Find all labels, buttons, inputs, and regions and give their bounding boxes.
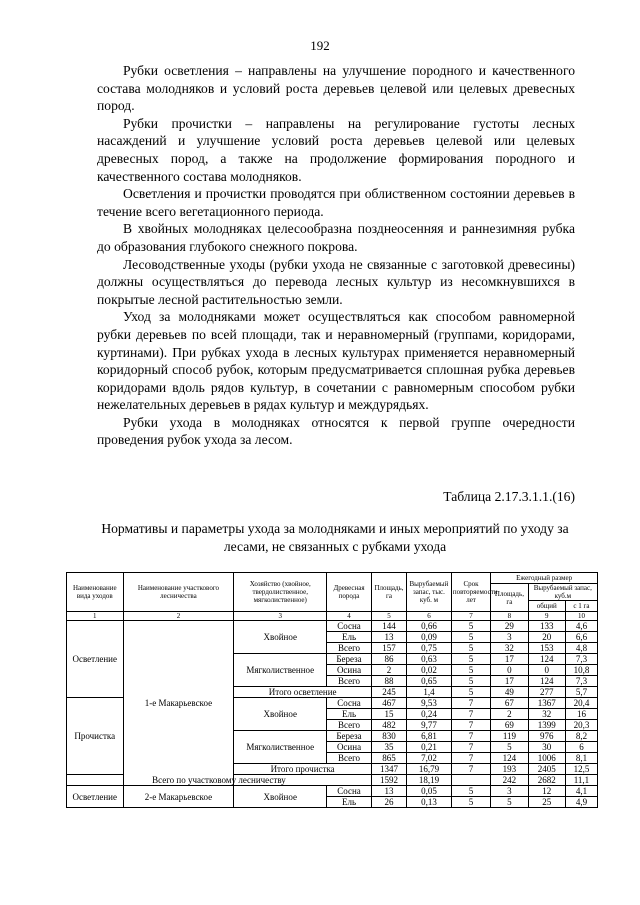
economy-cell: Хвойное <box>234 621 327 654</box>
annual-stock-per-ha-cell: 12,5 <box>565 764 597 775</box>
annual-stock-total-cell: 133 <box>528 621 565 632</box>
species-cell: Всего <box>327 643 372 654</box>
stock-cell: 0,05 <box>407 786 452 797</box>
period-cell: 7 <box>451 698 490 709</box>
species-cell: Ель <box>327 797 372 808</box>
area-cell: 26 <box>371 797 406 808</box>
period-cell: 5 <box>451 786 490 797</box>
stock-cell: 16,79 <box>407 764 452 775</box>
annual-stock-per-ha-cell: 20,3 <box>565 720 597 731</box>
area-cell: 830 <box>371 731 406 742</box>
header-area: Площадь, га <box>371 573 406 612</box>
annual-area-cell: 5 <box>491 742 528 753</box>
annual-stock-total-cell: 2682 <box>528 775 565 786</box>
header-annual-size: Ежегодный размер <box>491 573 598 584</box>
area-cell: 482 <box>371 720 406 731</box>
annual-stock-per-ha-cell: 4,9 <box>565 797 597 808</box>
annual-stock-per-ha-cell: 4,8 <box>565 643 597 654</box>
annual-area-cell: 32 <box>491 643 528 654</box>
col-num: 6 <box>407 612 452 621</box>
paragraph-4: В хвойных молодняках целесообразна позднеосенняя и раннезимняя рубка до образования глубокого снежного покрова. <box>97 221 575 254</box>
stock-cell: 0,13 <box>407 797 452 808</box>
page-number: 192 <box>310 38 330 53</box>
header-species: Древесная порода <box>327 573 372 612</box>
area-cell: 865 <box>371 753 406 764</box>
economy-cell: Мягколиственное <box>234 731 327 764</box>
annual-area-cell: 242 <box>491 775 528 786</box>
annual-stock-total-cell: 277 <box>528 687 565 698</box>
species-cell: Береза <box>327 654 372 665</box>
col-num: 3 <box>234 612 327 621</box>
species-cell: Сосна <box>327 621 372 632</box>
annual-stock-total-cell: 153 <box>528 643 565 654</box>
annual-stock-per-ha-cell: 11,1 <box>565 775 597 786</box>
annual-stock-total-cell: 32 <box>528 709 565 720</box>
col-num: 9 <box>528 612 565 621</box>
period-cell: 5 <box>451 643 490 654</box>
table-title: Нормативы и параметры ухода за молодняками и иных мероприятий по уходу за лесами, не связанных с рубками ухода <box>101 521 569 554</box>
area-cell: 157 <box>371 643 406 654</box>
area-cell: 245 <box>371 687 406 698</box>
annual-stock-per-ha-cell: 7,3 <box>565 654 597 665</box>
col-num: 8 <box>491 612 528 621</box>
period-cell: 5 <box>451 676 490 687</box>
annual-stock-total-cell: 1399 <box>528 720 565 731</box>
stock-cell: 18,19 <box>407 775 452 786</box>
species-cell: Ель <box>327 632 372 643</box>
period-cell: 7 <box>451 709 490 720</box>
col-num: 1 <box>67 612 124 621</box>
species-cell: Всего <box>327 720 372 731</box>
annual-stock-total-cell: 0 <box>528 665 565 676</box>
stock-cell: 1,4 <box>407 687 452 698</box>
col-num: 4 <box>327 612 372 621</box>
period-cell <box>451 775 490 786</box>
stock-cell: 7,02 <box>407 753 452 764</box>
paragraph-7: Рубки ухода в молодняках относятся к первой группе очередности проведения рубок ухода за лесом. <box>97 414 575 448</box>
header-repeat-period: Срок повторяемости лет <box>451 573 490 612</box>
annual-stock-total-cell: 124 <box>528 654 565 665</box>
period-cell: 7 <box>451 764 490 775</box>
area-cell: 35 <box>371 742 406 753</box>
area-cell: 1592 <box>371 775 406 786</box>
annual-area-cell: 5 <box>491 797 528 808</box>
annual-area-cell: 193 <box>491 764 528 775</box>
annual-stock-per-ha-cell: 16 <box>565 709 597 720</box>
annual-stock-per-ha-cell: 5,7 <box>565 687 597 698</box>
annual-area-cell: 67 <box>491 698 528 709</box>
annual-stock-total-cell: 2405 <box>528 764 565 775</box>
annual-area-cell: 124 <box>491 753 528 764</box>
stock-cell: 0,63 <box>407 654 452 665</box>
annual-stock-per-ha-cell: 4,6 <box>565 621 597 632</box>
annual-area-cell: 69 <box>491 720 528 731</box>
annual-area-cell: 0 <box>491 665 528 676</box>
area-cell: 15 <box>371 709 406 720</box>
area-cell: 467 <box>371 698 406 709</box>
col-num: 10 <box>565 612 597 621</box>
annual-area-cell: 3 <box>491 786 528 797</box>
care-type-cell: Прочистка <box>67 698 124 775</box>
economy-cell: Хвойное <box>234 786 327 808</box>
stock-cell: 6,81 <box>407 731 452 742</box>
period-cell: 7 <box>451 742 490 753</box>
paragraph-5: Лесоводственные уходы (рубки ухода не связанные с заготовкой древесины) должны осуществляться до перевода лесных культур из несомкнувшихся в покрытые лесной растительностью земли. <box>97 256 575 307</box>
table-row <box>67 786 598 797</box>
total-forestry-label: Всего по участковому лесничеству <box>67 775 372 786</box>
body-text <box>97 62 575 449</box>
annual-stock-per-ha-cell: 7,3 <box>565 676 597 687</box>
annual-stock-total-cell: 976 <box>528 731 565 742</box>
annual-area-cell: 2 <box>491 709 528 720</box>
area-cell: 1347 <box>371 764 406 775</box>
annual-area-cell: 3 <box>491 632 528 643</box>
paragraph-1: Рубки осветления – направлены на улучшение породного и качественного состава молодняков и условий роста деревьев целевой или целевых древесных пород. <box>97 63 575 114</box>
period-cell: 5 <box>451 687 490 698</box>
annual-stock-per-ha-cell: 8,2 <box>565 731 597 742</box>
total-prochistka-label: Итого прочистка <box>234 764 372 775</box>
col-num: 2 <box>123 612 234 621</box>
stock-cell: 0,02 <box>407 665 452 676</box>
area-cell: 144 <box>371 621 406 632</box>
area-cell: 86 <box>371 654 406 665</box>
species-cell: Осина <box>327 665 372 676</box>
total-osvetlenie-label: Итого осветление <box>234 687 372 698</box>
species-cell: Сосна <box>327 698 372 709</box>
annual-stock-per-ha-cell: 10,8 <box>565 665 597 676</box>
period-cell: 5 <box>451 621 490 632</box>
period-cell: 7 <box>451 720 490 731</box>
annual-stock-total-cell: 1367 <box>528 698 565 709</box>
annual-stock-per-ha-cell: 4,1 <box>565 786 597 797</box>
stock-cell: 9,53 <box>407 698 452 709</box>
annual-stock-total-cell: 20 <box>528 632 565 643</box>
area-cell: 13 <box>371 632 406 643</box>
period-cell: 7 <box>451 753 490 764</box>
annual-stock-total-cell: 30 <box>528 742 565 753</box>
annual-stock-per-ha-cell: 6 <box>565 742 597 753</box>
period-cell: 7 <box>451 731 490 742</box>
forestry-cell: 2-е Макарьевское <box>123 786 234 808</box>
annual-area-cell: 119 <box>491 731 528 742</box>
annual-area-cell: 17 <box>491 676 528 687</box>
annual-stock-per-ha-cell: 8,1 <box>565 753 597 764</box>
care-norms-table <box>66 572 598 808</box>
stock-cell: 0,24 <box>407 709 452 720</box>
forestry-cell: 1-е Макарьевское <box>123 621 234 786</box>
header-annual-area: Площадь, га <box>491 584 528 612</box>
stock-cell: 0,66 <box>407 621 452 632</box>
annual-stock-per-ha-cell: 20,4 <box>565 698 597 709</box>
area-cell: 88 <box>371 676 406 687</box>
paragraph-6: Уход за молодняками может осуществляться как способом равномерной рубки деревьев по всей площади, так и неравномерный (группами, коридорами, куртинами). При рубках ухода в лесных культурах применяется неравномерный коридорный способ рубок, которым предусматривается сплошная рубка деревьев коридорами вдоль рядов культур, в сочетании с равномерным способом рубки нежелательных деревьев в рядах культур и междурядьях. <box>97 309 575 413</box>
stock-cell: 9,77 <box>407 720 452 731</box>
annual-stock-total-cell: 25 <box>528 797 565 808</box>
annual-area-cell: 17 <box>491 654 528 665</box>
table-number: Таблица 2.17.3.1.1.(16) <box>443 489 575 504</box>
period-cell: 5 <box>451 665 490 676</box>
period-cell: 5 <box>451 654 490 665</box>
stock-cell: 0,09 <box>407 632 452 643</box>
area-cell: 2 <box>371 665 406 676</box>
header-care-type: Наименование вида уходов <box>67 573 124 612</box>
header-forestry: Наименование участкового лесничества <box>123 573 234 612</box>
column-number-row <box>67 612 598 621</box>
annual-stock-total-cell: 1006 <box>528 753 565 764</box>
care-type-cell: Осветление <box>67 621 124 698</box>
period-cell: 5 <box>451 632 490 643</box>
economy-cell: Мягколиственное <box>234 654 327 687</box>
col-num: 7 <box>451 612 490 621</box>
header-annual-stock-per-ha: с 1 га <box>565 601 597 612</box>
header-annual-stock-total: общий <box>528 601 565 612</box>
annual-area-cell: 29 <box>491 621 528 632</box>
economy-cell: Хвойное <box>234 698 327 731</box>
annual-stock-total-cell: 124 <box>528 676 565 687</box>
table-row <box>67 775 598 786</box>
annual-stock-total-cell: 12 <box>528 786 565 797</box>
species-cell: Всего <box>327 753 372 764</box>
species-cell: Береза <box>327 731 372 742</box>
stock-cell: 0,75 <box>407 643 452 654</box>
stock-cell: 0,21 <box>407 742 452 753</box>
species-cell: Сосна <box>327 786 372 797</box>
area-cell: 13 <box>371 786 406 797</box>
col-num: 5 <box>371 612 406 621</box>
stock-cell: 0,65 <box>407 676 452 687</box>
period-cell: 5 <box>451 797 490 808</box>
annual-area-cell: 49 <box>491 687 528 698</box>
paragraph-3: Осветления и прочистки проводятся при облиственном состоянии деревьев в течение всего вегетационного периода. <box>97 186 575 219</box>
table-row <box>67 621 598 632</box>
header-economy: Хозяйство (хвойное, твердолиственное, мягколиственное) <box>234 573 327 612</box>
species-cell: Всего <box>327 676 372 687</box>
header-annual-stock: Вырубаемый запас, куб.м <box>528 584 597 601</box>
header-stock: Вырубаемый запас, тыс. куб. м <box>407 573 452 612</box>
species-cell: Ель <box>327 709 372 720</box>
care-type-cell: Осветление <box>67 786 124 808</box>
annual-stock-per-ha-cell: 6,6 <box>565 632 597 643</box>
paragraph-2: Рубки прочистки – направлены на регулирование густоты лесных насаждений и улучшение условий роста деревьев целевой или целевых древесных пород, а также на продолжение формирования породного и качественного состава молодняков. <box>97 115 575 184</box>
species-cell: Осина <box>327 742 372 753</box>
